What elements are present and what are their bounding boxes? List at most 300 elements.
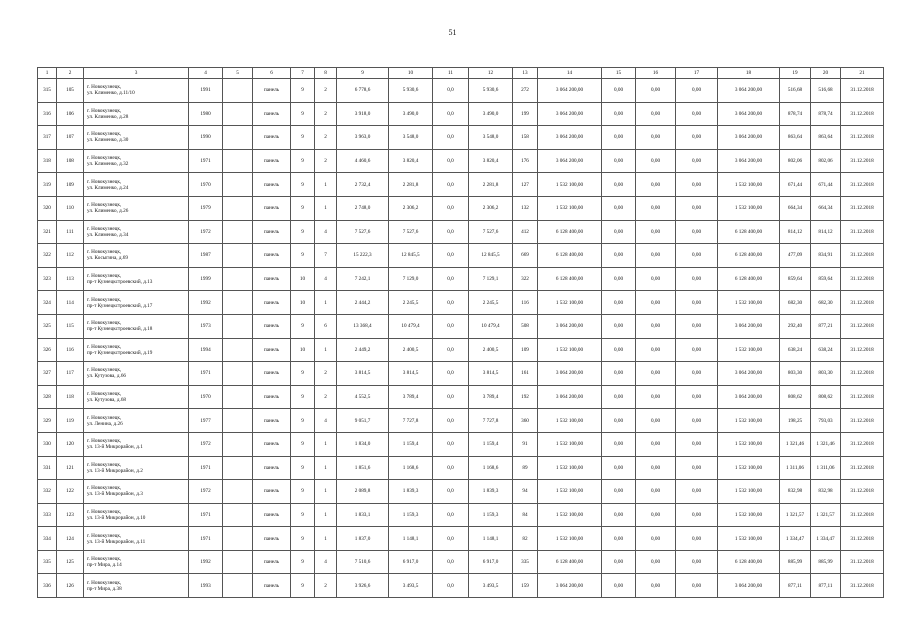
cell-col-7: 9 [291, 385, 315, 409]
cell-col-18: 1 532 100,00 [718, 173, 780, 197]
cell-col-11: 0,0 [433, 196, 469, 220]
cell-col-13: 94 [513, 480, 538, 504]
cell-col-18: 3 064 200,00 [718, 314, 780, 338]
cell-col-8: 1 [315, 480, 337, 504]
cell-col-11: 0,0 [433, 220, 469, 244]
cell-col-2: 123 [57, 503, 84, 527]
address-city: г. Новокузнецк, [87, 131, 122, 138]
column-header-21: 21 [841, 68, 884, 79]
cell-col-8: 1 [315, 196, 337, 220]
cell-col-7: 9 [291, 173, 315, 197]
cell-col-7: 9 [291, 362, 315, 386]
cell-col-12: 12 845,5 [469, 244, 513, 268]
cell-col-1: 322 [38, 244, 57, 268]
address-cell [84, 385, 189, 409]
cell-col-8: 2 [315, 79, 337, 103]
cell-col-17: 0,00 [676, 480, 718, 504]
cell-col-2: 109 [57, 173, 84, 197]
cell-col-14: 3 064 200,00 [538, 574, 602, 598]
cell-col-15: 0,00 [602, 79, 636, 103]
cell-col-1: 327 [38, 362, 57, 386]
cell-col-15: 0,00 [602, 362, 636, 386]
cell-col-4: 1990 [189, 126, 223, 150]
column-header-15: 15 [602, 68, 636, 79]
cell-col-19: 664,34 [780, 196, 811, 220]
cell-col-13: 176 [513, 149, 538, 173]
page-number: 51 [448, 28, 457, 37]
cell-col-11: 0,0 [433, 385, 469, 409]
cell-col-15: 0,00 [602, 126, 636, 150]
cell-col-11: 0,0 [433, 456, 469, 480]
cell-col-12: 3 820,4 [469, 149, 513, 173]
cell-col-4: 1993 [189, 574, 223, 598]
table-row [38, 480, 884, 504]
table-row [38, 267, 884, 291]
cell-col-7: 9 [291, 244, 315, 268]
cell-col-18: 1 532 100,00 [718, 456, 780, 480]
cell-col-4: 1994 [189, 338, 223, 362]
cell-col-8: 4 [315, 550, 337, 574]
cell-col-19: 671,44 [780, 173, 811, 197]
cell-col-7: 9 [291, 126, 315, 150]
address-cell [84, 291, 189, 315]
cell-col-5 [223, 173, 253, 197]
cell-col-6: панель [253, 267, 291, 291]
cell-col-1: 316 [38, 102, 57, 126]
cell-col-4: 1972 [189, 432, 223, 456]
column-header-16: 16 [636, 68, 676, 79]
cell-col-20: 793,03 [811, 409, 841, 433]
column-header-1: 1 [38, 68, 57, 79]
cell-col-20: 638,24 [811, 338, 841, 362]
cell-col-5 [223, 196, 253, 220]
cell-col-19: 477,09 [780, 244, 811, 268]
address-cell [84, 432, 189, 456]
cell-col-13: 158 [513, 126, 538, 150]
cell-col-4: 1971 [189, 527, 223, 551]
address-city: г. Новокузнецк, [87, 367, 122, 374]
table-row [38, 173, 884, 197]
cell-col-15: 0,00 [602, 291, 636, 315]
table-row [38, 149, 884, 173]
cell-col-13: 84 [513, 503, 538, 527]
cell-col-11: 0,0 [433, 244, 469, 268]
cell-col-10: 1 168,6 [389, 456, 433, 480]
address-city: г. Новокузнецк, [87, 155, 122, 162]
cell-col-16: 0,00 [636, 196, 676, 220]
cell-col-10: 3 490,0 [389, 102, 433, 126]
cell-col-17: 0,00 [676, 126, 718, 150]
cell-col-1: 321 [38, 220, 57, 244]
cell-col-8: 7 [315, 244, 337, 268]
cell-col-12: 10 479,4 [469, 314, 513, 338]
cell-col-12: 2 281,8 [469, 173, 513, 197]
cell-col-11: 0,0 [433, 362, 469, 386]
cell-col-18: 3 064 200,00 [718, 79, 780, 103]
cell-col-5 [223, 385, 253, 409]
cell-col-12: 7 527,6 [469, 220, 513, 244]
address-city: г. Новокузнецк, [87, 107, 122, 114]
cell-col-6: панель [253, 220, 291, 244]
cell-col-14: 1 532 100,00 [538, 409, 602, 433]
cell-col-7: 9 [291, 102, 315, 126]
cell-col-10: 3 789,4 [389, 385, 433, 409]
cell-col-15: 0,00 [602, 409, 636, 433]
cell-col-19: 814,12 [780, 220, 811, 244]
cell-col-4: 1980 [189, 102, 223, 126]
cell-col-11: 0,0 [433, 527, 469, 551]
cell-col-5 [223, 527, 253, 551]
table-row [38, 102, 884, 126]
address-cell [84, 267, 189, 291]
cell-col-21: 31.12.2018 [841, 126, 884, 150]
cell-col-18: 3 064 200,00 [718, 126, 780, 150]
cell-col-16: 0,00 [636, 244, 676, 268]
address-cell [84, 480, 189, 504]
cell-col-2: 116 [57, 338, 84, 362]
cell-col-19: 877,11 [780, 574, 811, 598]
cell-col-13: 199 [513, 102, 538, 126]
cell-col-8: 2 [315, 362, 337, 386]
cell-col-9: 3 814,5 [337, 362, 389, 386]
cell-col-12: 7 727,8 [469, 409, 513, 433]
cell-col-14: 6 128 400,00 [538, 244, 602, 268]
cell-col-7: 9 [291, 527, 315, 551]
cell-col-2: 120 [57, 432, 84, 456]
cell-col-7: 9 [291, 220, 315, 244]
cell-col-16: 0,00 [636, 126, 676, 150]
address-cell [84, 173, 189, 197]
cell-col-16: 0,00 [636, 385, 676, 409]
cell-col-17: 0,00 [676, 149, 718, 173]
cell-col-4: 1973 [189, 314, 223, 338]
cell-col-8: 1 [315, 503, 337, 527]
cell-col-21: 31.12.2018 [841, 291, 884, 315]
cell-col-5 [223, 338, 253, 362]
cell-col-12: 1 839,3 [469, 480, 513, 504]
address-cell [84, 314, 189, 338]
cell-col-1: 323 [38, 267, 57, 291]
cell-col-21: 31.12.2018 [841, 480, 884, 504]
table-row [38, 574, 884, 598]
cell-col-6: панель [253, 314, 291, 338]
cell-col-6: панель [253, 385, 291, 409]
cell-col-12: 1 159,3 [469, 503, 513, 527]
cell-col-7: 9 [291, 480, 315, 504]
cell-col-10: 2 306,2 [389, 196, 433, 220]
cell-col-10: 10 479,4 [389, 314, 433, 338]
cell-col-7: 9 [291, 503, 315, 527]
column-header-19: 19 [780, 68, 811, 79]
cell-col-17: 0,00 [676, 79, 718, 103]
address-street: ул. Клименко, д.30 [87, 137, 129, 144]
table-row [38, 503, 884, 527]
cell-col-13: 322 [513, 267, 538, 291]
address-cell [84, 362, 189, 386]
cell-col-9: 1 837,0 [337, 527, 389, 551]
cell-col-19: 198,25 [780, 409, 811, 433]
cell-col-11: 0,0 [433, 574, 469, 598]
cell-col-7: 9 [291, 409, 315, 433]
cell-col-5 [223, 550, 253, 574]
table-row [38, 456, 884, 480]
cell-col-11: 0,0 [433, 480, 469, 504]
cell-col-11: 0,0 [433, 550, 469, 574]
table-row [38, 432, 884, 456]
cell-col-1: 334 [38, 527, 57, 551]
cell-col-2: 107 [57, 126, 84, 150]
cell-col-8: 4 [315, 267, 337, 291]
column-header-10: 10 [389, 68, 433, 79]
table-row [38, 196, 884, 220]
cell-col-12: 2 306,2 [469, 196, 513, 220]
cell-col-7: 9 [291, 196, 315, 220]
cell-col-13: 272 [513, 79, 538, 103]
cell-col-4: 1992 [189, 291, 223, 315]
cell-col-21: 31.12.2018 [841, 102, 884, 126]
cell-col-4: 1979 [189, 196, 223, 220]
cell-col-7: 10 [291, 267, 315, 291]
cell-col-9: 7 527,6 [337, 220, 389, 244]
cell-col-13: 508 [513, 314, 538, 338]
cell-col-4: 1991 [189, 79, 223, 103]
table-row [38, 79, 884, 103]
column-header-18: 18 [718, 68, 780, 79]
cell-col-9: 2 732,4 [337, 173, 389, 197]
column-header-14: 14 [538, 68, 602, 79]
address-city: г. Новокузнецк, [87, 508, 122, 515]
table-row [38, 126, 884, 150]
cell-col-9: 7 510,6 [337, 550, 389, 574]
cell-col-12: 6 917,0 [469, 550, 513, 574]
table-row [38, 385, 884, 409]
cell-col-15: 0,00 [602, 574, 636, 598]
address-city: г. Новокузнецк, [87, 461, 122, 468]
address-street: ул. Косыгина, д.69 [87, 255, 128, 262]
table-body [38, 79, 884, 598]
cell-col-19: 859,64 [780, 267, 811, 291]
cell-col-14: 1 532 100,00 [538, 291, 602, 315]
cell-col-5 [223, 267, 253, 291]
cell-col-11: 0,0 [433, 409, 469, 433]
cell-col-12: 2 245,5 [469, 291, 513, 315]
cell-col-8: 2 [315, 385, 337, 409]
cell-col-1: 318 [38, 149, 57, 173]
cell-col-11: 0,0 [433, 126, 469, 150]
cell-col-19: 832,98 [780, 480, 811, 504]
address-cell [84, 79, 189, 103]
cell-col-17: 0,00 [676, 385, 718, 409]
cell-col-21: 31.12.2018 [841, 385, 884, 409]
cell-col-18: 1 532 100,00 [718, 480, 780, 504]
cell-col-1: 324 [38, 291, 57, 315]
cell-col-15: 0,00 [602, 456, 636, 480]
cell-col-16: 0,00 [636, 338, 676, 362]
table-row [38, 244, 884, 268]
table-row [38, 527, 884, 551]
column-header-5: 5 [223, 68, 253, 79]
cell-col-1: 325 [38, 314, 57, 338]
cell-col-2: 114 [57, 291, 84, 315]
address-cell [84, 456, 189, 480]
cell-col-18: 3 064 200,00 [718, 385, 780, 409]
cell-col-13: 412 [513, 220, 538, 244]
address-street: пр-т Кузнецкстроевский, д.18 [87, 326, 153, 333]
address-city: г. Новокузнецк, [87, 320, 122, 327]
cell-col-1: 320 [38, 196, 57, 220]
column-header-9: 9 [337, 68, 389, 79]
cell-col-9: 13 368,4 [337, 314, 389, 338]
cell-col-7: 10 [291, 291, 315, 315]
cell-col-7: 9 [291, 314, 315, 338]
cell-col-8: 2 [315, 102, 337, 126]
cell-col-20: 664,34 [811, 196, 841, 220]
cell-col-15: 0,00 [602, 196, 636, 220]
cell-col-21: 31.12.2018 [841, 362, 884, 386]
cell-col-21: 31.12.2018 [841, 220, 884, 244]
cell-col-15: 0,00 [602, 385, 636, 409]
cell-col-15: 0,00 [602, 432, 636, 456]
cell-col-9: 3 918,0 [337, 102, 389, 126]
cell-col-13: 669 [513, 244, 538, 268]
cell-col-9: 1 833,1 [337, 503, 389, 527]
cell-col-4: 1977 [189, 409, 223, 433]
cell-col-14: 3 064 200,00 [538, 79, 602, 103]
cell-col-1: 329 [38, 409, 57, 433]
cell-col-14: 1 532 100,00 [538, 503, 602, 527]
address-city: г. Новокузнецк, [87, 178, 122, 185]
address-street: пр-т Мира, д.14 [87, 562, 122, 569]
address-street: ул. 13-й Микрорайон, д.2 [87, 467, 143, 474]
cell-col-14: 1 532 100,00 [538, 432, 602, 456]
cell-col-19: 878,74 [780, 102, 811, 126]
address-cell [84, 574, 189, 598]
column-header-17: 17 [676, 68, 718, 79]
cell-col-21: 31.12.2018 [841, 314, 884, 338]
cell-col-17: 0,00 [676, 173, 718, 197]
cell-col-6: панель [253, 79, 291, 103]
address-city: г. Новокузнецк, [87, 391, 122, 398]
cell-col-13: 89 [513, 456, 538, 480]
cell-col-19: 803,30 [780, 362, 811, 386]
cell-col-10: 7 129,0 [389, 267, 433, 291]
cell-col-16: 0,00 [636, 267, 676, 291]
cell-col-12: 1 159,4 [469, 432, 513, 456]
cell-col-20: 814,12 [811, 220, 841, 244]
cell-col-20: 863,64 [811, 126, 841, 150]
cell-col-21: 31.12.2018 [841, 550, 884, 574]
cell-col-1: 315 [38, 79, 57, 103]
cell-col-20: 1 311,06 [811, 456, 841, 480]
cell-col-9: 2 449,2 [337, 338, 389, 362]
cell-col-5 [223, 244, 253, 268]
cell-col-21: 31.12.2018 [841, 196, 884, 220]
address-street: ул. Ленина, д.26 [87, 420, 123, 427]
cell-col-4: 1971 [189, 503, 223, 527]
cell-col-2: 121 [57, 456, 84, 480]
column-header-11: 11 [433, 68, 469, 79]
column-header-3: 3 [84, 68, 189, 79]
cell-col-21: 31.12.2018 [841, 456, 884, 480]
column-header-6: 6 [253, 68, 291, 79]
cell-col-4: 1971 [189, 362, 223, 386]
cell-col-10: 1 159,4 [389, 432, 433, 456]
cell-col-10: 1 148,1 [389, 527, 433, 551]
address-city: г. Новокузнецк, [87, 84, 122, 91]
cell-col-1: 330 [38, 432, 57, 456]
cell-col-6: панель [253, 409, 291, 433]
address-street: ул. 13-й Микрорайон, д.11 [87, 538, 146, 545]
cell-col-12: 3 548,0 [469, 126, 513, 150]
cell-col-8: 1 [315, 291, 337, 315]
cell-col-10: 6 917,0 [389, 550, 433, 574]
cell-col-20: 516,68 [811, 79, 841, 103]
cell-col-17: 0,00 [676, 314, 718, 338]
cell-col-16: 0,00 [636, 102, 676, 126]
cell-col-10: 5 930,6 [389, 79, 433, 103]
cell-col-7: 9 [291, 149, 315, 173]
address-cell [84, 220, 189, 244]
cell-col-10: 1 839,3 [389, 480, 433, 504]
cell-col-8: 4 [315, 220, 337, 244]
cell-col-13: 161 [513, 362, 538, 386]
cell-col-14: 3 064 200,00 [538, 385, 602, 409]
cell-col-6: панель [253, 503, 291, 527]
cell-col-13: 159 [513, 574, 538, 598]
cell-col-13: 91 [513, 432, 538, 456]
cell-col-11: 0,0 [433, 314, 469, 338]
cell-col-15: 0,00 [602, 338, 636, 362]
address-cell [84, 149, 189, 173]
table-row [38, 314, 884, 338]
cell-col-18: 3 064 200,00 [718, 102, 780, 126]
cell-col-17: 0,00 [676, 196, 718, 220]
address-street: ул. Клименко, д.34 [87, 231, 129, 238]
cell-col-19: 1 321,46 [780, 432, 811, 456]
cell-col-12: 3 490,0 [469, 102, 513, 126]
cell-col-2: 112 [57, 244, 84, 268]
cell-col-14: 1 532 100,00 [538, 338, 602, 362]
cell-col-18: 1 532 100,00 [718, 196, 780, 220]
cell-col-10: 2 281,8 [389, 173, 433, 197]
cell-col-4: 1970 [189, 173, 223, 197]
address-city: г. Новокузнецк, [87, 556, 122, 563]
cell-col-11: 0,0 [433, 267, 469, 291]
cell-col-1: 319 [38, 173, 57, 197]
cell-col-20: 877,11 [811, 574, 841, 598]
cell-col-17: 0,00 [676, 409, 718, 433]
address-city: г. Новокузнецк, [87, 532, 122, 539]
address-street: ул. 13-й Микрорайон, д.1 [87, 444, 143, 451]
cell-col-20: 803,30 [811, 362, 841, 386]
cell-col-15: 0,00 [602, 173, 636, 197]
cell-col-20: 832,98 [811, 480, 841, 504]
table-row [38, 550, 884, 574]
cell-col-8: 1 [315, 527, 337, 551]
cell-col-15: 0,00 [602, 503, 636, 527]
cell-col-17: 0,00 [676, 338, 718, 362]
cell-col-2: 110 [57, 196, 84, 220]
cell-col-9: 1 851,6 [337, 456, 389, 480]
cell-col-13: 127 [513, 173, 538, 197]
cell-col-11: 0,0 [433, 149, 469, 173]
cell-col-2: 117 [57, 362, 84, 386]
cell-col-19: 1 321,57 [780, 503, 811, 527]
cell-col-9: 4 460,6 [337, 149, 389, 173]
cell-col-18: 1 532 100,00 [718, 503, 780, 527]
address-street: ул. Клименко, д.28 [87, 113, 129, 120]
cell-col-15: 0,00 [602, 527, 636, 551]
